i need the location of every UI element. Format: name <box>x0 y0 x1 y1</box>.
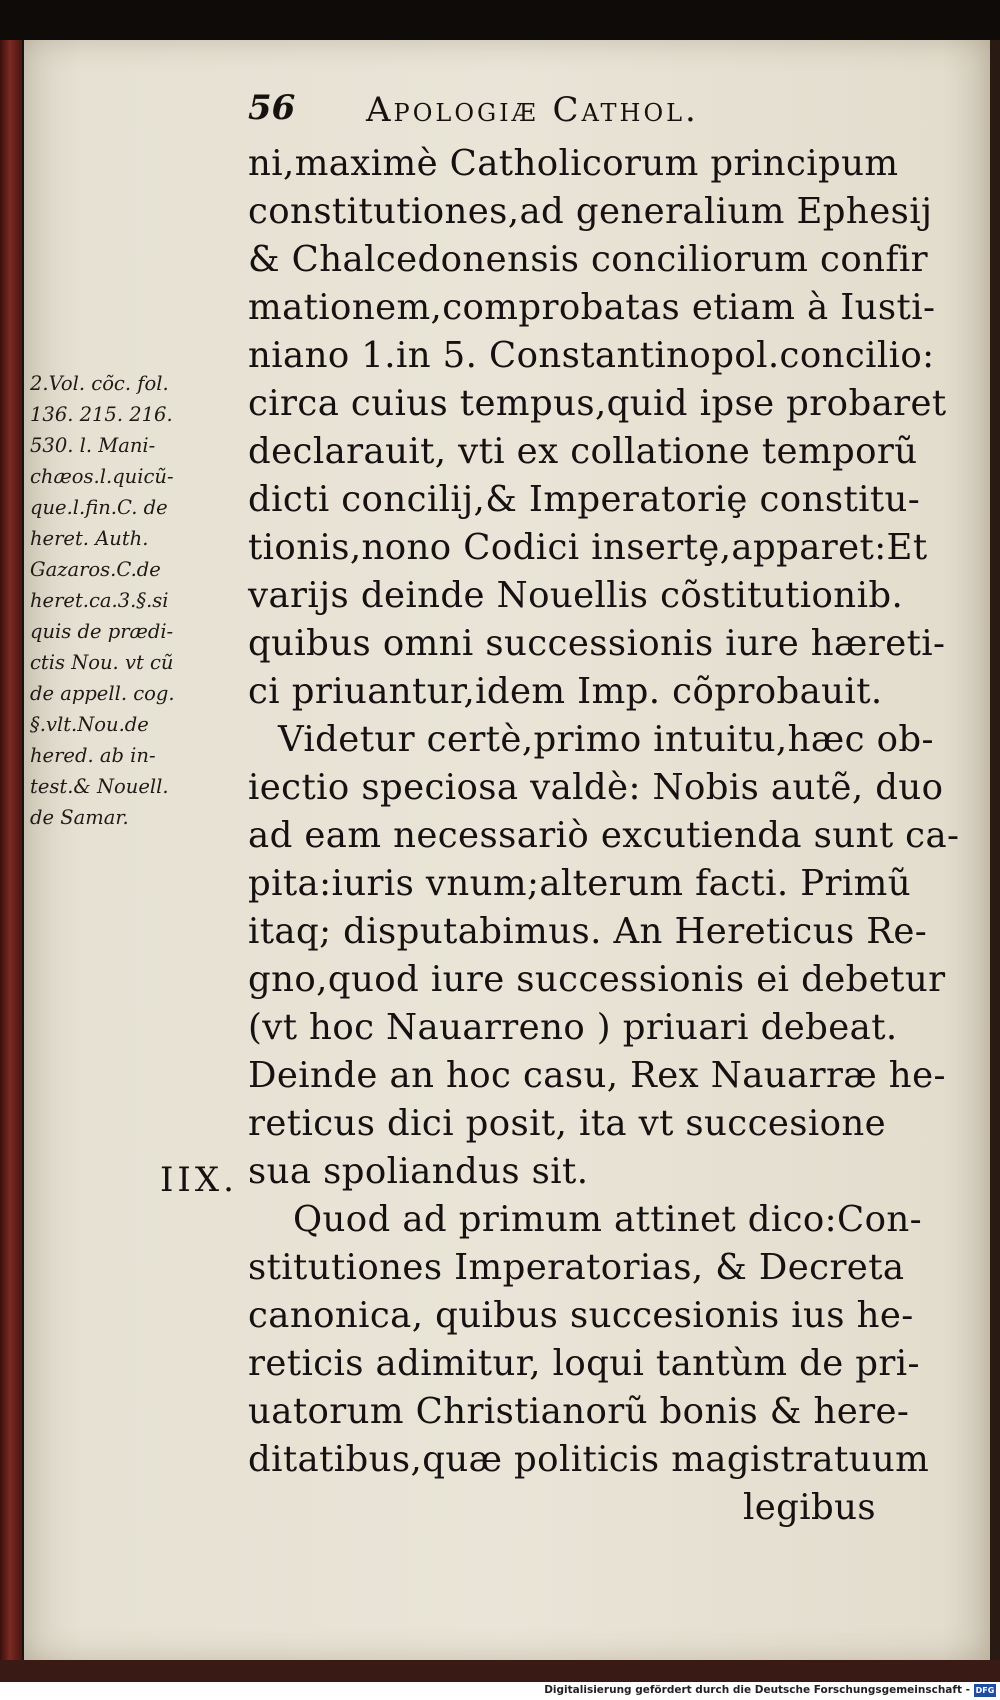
top-shadow <box>0 0 1000 40</box>
text-line: uatorum Christianorũ bonis & here- <box>248 1391 910 1432</box>
text-line: tionis,nono Codici insertȩ,apparet:Et <box>248 527 928 568</box>
margin-note-line: 2.Vol. cõc. fol. <box>30 372 169 395</box>
margin-note-line: quis de prædi- <box>30 620 174 643</box>
text-line: quibus omni successionis iure hæreti- <box>248 623 946 664</box>
text-line: canonica, quibus succesionis ius he- <box>248 1295 914 1336</box>
section-number: IIX. <box>160 1160 238 1200</box>
text-line: iectio speciosa valdè: Nobis autẽ, duo <box>248 767 944 808</box>
text-line: stitutiones Imperatorias, & Decreta <box>248 1247 905 1288</box>
margin-note-line: 530. l. Mani- <box>30 434 156 457</box>
text-line: circa cuius tempus,quid ipse probaret <box>248 383 947 424</box>
text-line: legibus <box>743 1487 877 1528</box>
margin-note-line: §.vlt.Nou.de <box>30 713 149 736</box>
page-header <box>248 88 968 138</box>
text-line: Quod ad primum attinet dico:Con- <box>293 1199 923 1240</box>
margin-notes <box>30 368 245 833</box>
text-line: gno,quod iure successionis ei debetur <box>248 959 946 1000</box>
text-line: pita:iuris vnum;alterum facti. Primũ <box>248 863 912 904</box>
bottom-page-edge <box>0 1660 1000 1682</box>
text-line: niano 1.in 5. Constantinopol.concilio: <box>248 335 935 376</box>
text-line: sua spoliandus sit. <box>248 1151 589 1192</box>
digitization-credit: Digitalisierung gefördert durch die Deutsche Forschungsgemeinschaft - <box>544 1684 970 1696</box>
margin-note-line: de appell. cog. <box>30 682 175 705</box>
running-title: Apologiæ Cathol. <box>366 90 699 130</box>
margin-note-line: que.l.fin.C. de <box>30 496 168 519</box>
dfg-logo: DFG <box>975 1686 995 1695</box>
text-line: ad eam necessariò excutienda sunt ca- <box>248 815 960 856</box>
text-line: itaq; disputabimus. An Hereticus Re- <box>248 911 928 952</box>
book-spine-edge <box>0 40 22 1660</box>
text-line: ci priuantur,idem Imp. cõprobauit. <box>248 671 883 712</box>
text-line: ditatibus,quæ politicis magistratuum <box>248 1439 930 1480</box>
page-number: 56 <box>248 88 296 128</box>
margin-note-line: heret.ca.3.§.si <box>30 589 169 612</box>
text-line: Videtur certè,primo intuitu,hæc ob- <box>278 719 934 760</box>
text-line: constitutiones,ad generalium Ephesij <box>248 191 933 232</box>
margin-note-line: Gazaros.C.de <box>30 558 161 581</box>
text-line: reticus dici posit, ita vt succesione <box>248 1103 887 1144</box>
text-line: declarauit, vti ex collatione temporũ <box>248 431 918 472</box>
text-line: varijs deinde Nouellis cõstitutionib. <box>248 575 904 616</box>
text-line: & Chalcedonensis conciliorum confir <box>248 239 929 280</box>
text-line: reticis adimitur, loqui tantùm de pri- <box>248 1343 920 1384</box>
margin-note-line: 136. 215. 216. <box>30 403 173 426</box>
margin-note-line: ctis Nou. vt cũ <box>30 651 174 674</box>
text-line: mationem,comprobatas etiam à Iusti- <box>248 287 936 328</box>
text-line: Deinde an hoc casu, Rex Nauarræ he- <box>248 1055 946 1096</box>
margin-note-line: test.& Nouell. <box>30 775 169 798</box>
text-line: (vt hoc Nauarreno ) priuari debeat. <box>248 1007 898 1048</box>
margin-note-line: hered. ab in- <box>30 744 156 767</box>
margin-note-line: heret. Auth. <box>30 527 149 550</box>
text-line: dicti concilij,& Imperatoriȩ constitu- <box>248 479 921 520</box>
margin-note-line: chæos.l.quicũ- <box>30 465 174 488</box>
margin-note-line: de Samar. <box>30 806 129 829</box>
text-line: ni,maximè Catholicorum principum <box>248 143 899 184</box>
